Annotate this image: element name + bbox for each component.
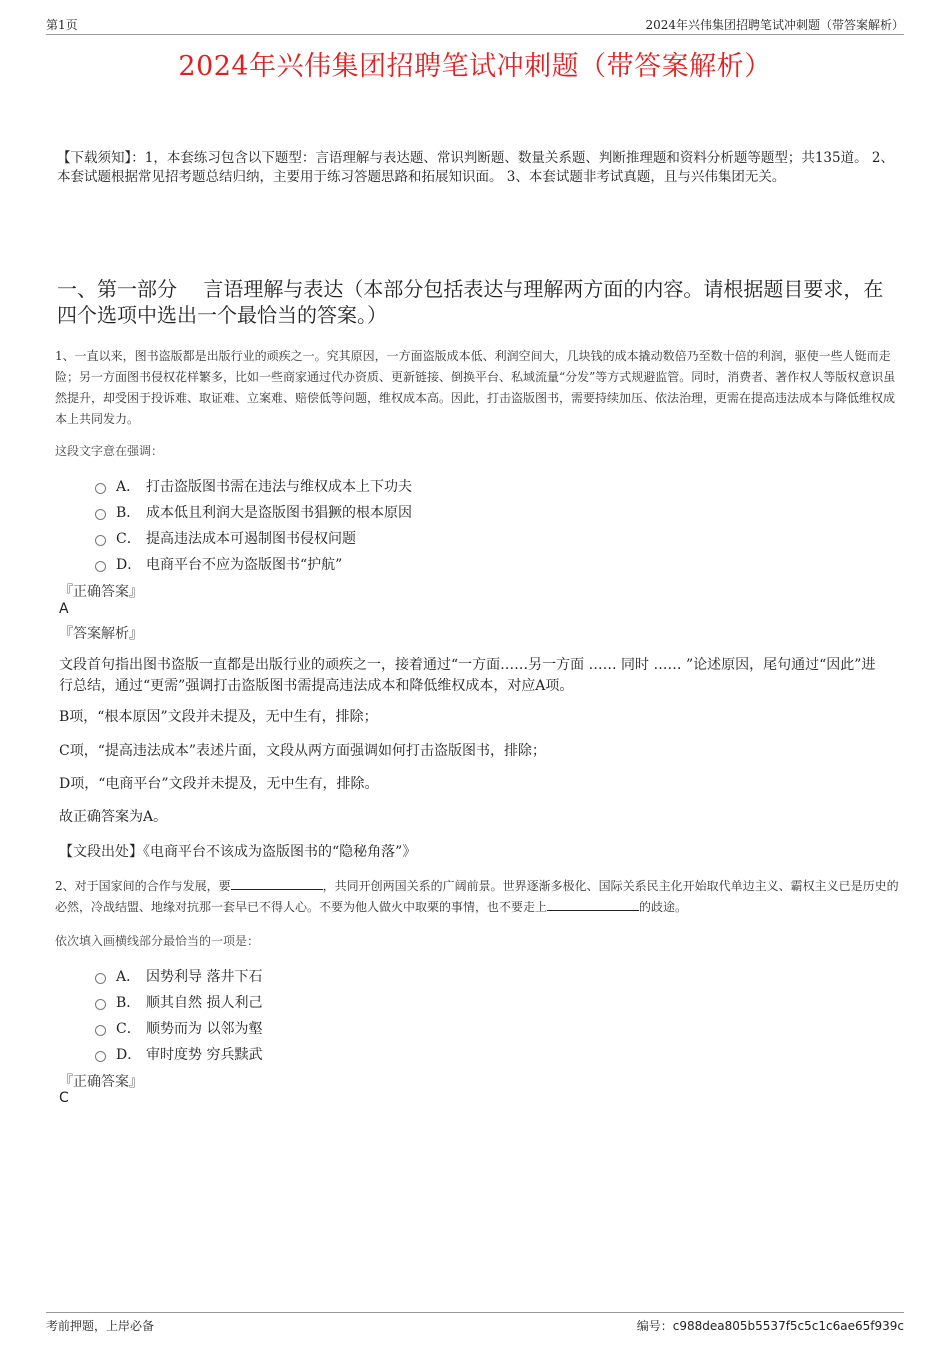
radio-icon[interactable]	[95, 509, 106, 520]
radio-icon[interactable]	[95, 973, 106, 984]
download-notice: 【下载须知】：1，本套练习包含以下题型：言语理解与表达题、常识判断题、数量关系题、判断推理题和资料分析题等题型；共135道。 2、本套试题根据常见招考题总结归纳，主要用于练习答题思路和拓展知识面。 3、本套试题非考试真题，且与兴伟集团无关。	[57, 150, 894, 185]
question-1-prompt: 这段文字意在强调：	[55, 444, 164, 458]
page-title: 2024年兴伟集团招聘笔试冲刺题（带答案解析）	[178, 51, 772, 82]
analysis-label: 『答案解析』	[59, 626, 143, 642]
fill-blank	[547, 898, 639, 911]
page-header	[46, 14, 904, 35]
section-heading: 一、第一部分 言语理解与表达（本部分包括表达与理解两方面的内容。请根据题目要求，在四个选项中选出一个最恰当的答案。）	[57, 277, 884, 327]
question-2-text: 2、对于国家间的合作与发展，要 ，共同开创两国关系的广阔前景。世界逐渐多极化、国际关系民主化开始取代单边主义、霸权主义已是历史的必然，冷战结盟、地缘对抗那一套早已不得人心。不要为他人做火中取栗的事情，也不要走上 的歧途。	[55, 879, 899, 914]
page-number: 第1页	[46, 18, 78, 32]
analysis-paragraph: 文段首句指出图书盗版一直都是出版行业的顽疾之一，接着通过“一方面……另一方面 …… 同时 …… ”论述原因，尾句通过“因此”进行总结，通过“更需”强调打击盗版图书需提高违法成本和降低维权成本，对应A项。	[59, 657, 876, 694]
radio-icon[interactable]	[95, 1051, 106, 1062]
analysis-paragraph: D项，“电商平台”文段并未提及，无中生有，排除。	[59, 776, 379, 792]
option-c[interactable]: C． 提高违法成本可遏制图书侵权问题	[95, 525, 412, 551]
question-2-options	[95, 963, 262, 1067]
answer-label: 『正确答案』	[59, 1074, 143, 1090]
footer-code: 编号：c988dea805b5537f5c5c1c6ae65f939c	[636, 1319, 904, 1333]
radio-icon[interactable]	[95, 535, 106, 546]
analysis-paragraph: B项，“根本原因”文段并未提及，无中生有，排除；	[59, 709, 378, 725]
option-a[interactable]: A． 因势利导 落井下石	[95, 963, 262, 989]
answer-value: A	[59, 601, 69, 617]
option-b[interactable]: B． 成本低且利润大是盗版图书猖獗的根本原因	[95, 499, 412, 525]
footer-slogan: 考前押题，上岸必备	[46, 1319, 155, 1333]
option-d[interactable]: D． 审时度势 穷兵黩武	[95, 1041, 262, 1067]
radio-icon[interactable]	[95, 561, 106, 572]
answer-value: C	[59, 1090, 69, 1106]
radio-icon[interactable]	[95, 1025, 106, 1036]
radio-icon[interactable]	[95, 999, 106, 1010]
analysis-conclusion: 故正确答案为A。	[59, 809, 168, 825]
option-d[interactable]: D． 电商平台不应为盗版图书“护航”	[95, 551, 412, 577]
option-c[interactable]: C． 顺势而为 以邻为壑	[95, 1015, 262, 1041]
question-1-options	[95, 473, 412, 577]
option-a[interactable]: A． 打击盗版图书需在违法与维权成本上下功夫	[95, 473, 412, 499]
answer-label: 『正确答案』	[59, 584, 143, 600]
source-note: 【文段出处】《电商平台不该成为盗版图书的“隐秘角落”》	[59, 844, 417, 860]
page-footer	[46, 1312, 904, 1338]
analysis-paragraph: C项，“提高违法成本”表述片面，文段从两方面强调如何打击盗版图书，排除；	[59, 743, 547, 759]
fill-blank	[231, 877, 323, 890]
header-doc-title: 2024年兴伟集团招聘笔试冲刺题（带答案解析）	[645, 18, 904, 32]
option-b[interactable]: B． 顺其自然 损人利己	[95, 989, 262, 1015]
question-2-prompt: 依次填入画横线部分最恰当的一项是：	[55, 934, 260, 948]
radio-icon[interactable]	[95, 483, 106, 494]
question-1-text: 1、一直以来，图书盗版都是出版行业的顽疾之一。究其原因，一方面盗版成本低、利润空间大，几块钱的成本撬动数倍乃至数十倍的利润，驱使一些人铤而走险；另一方面图书侵权花样繁多，比如一些商家通过代办资质、更新链接、倒换平台、私域流量“分发”等方式规避监管。同时，消费者、著作权人等版权意识虽然提升，却受困于投诉难、取证难、立案难、赔偿低等问题，维权成本高。因此，打击盗版图书，需要持续加压、依法治理，更需在提高违法成本与降低维权成本上共同发力。	[55, 349, 896, 426]
